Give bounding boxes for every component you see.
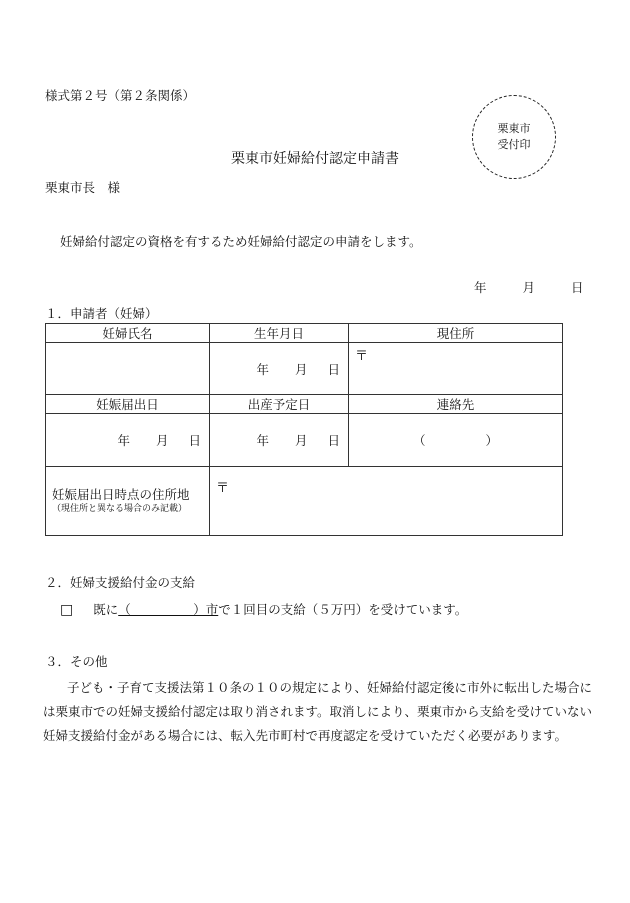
birthdate-field[interactable]: [210, 343, 349, 395]
due-day-label: 日: [327, 433, 340, 448]
stamp-line-2: 受付印: [497, 138, 531, 151]
section2-heading: ２．妊婦支援給付金の支給: [45, 575, 196, 590]
date-month-label: 月: [522, 280, 535, 295]
postal-mark: 〒: [355, 349, 369, 364]
stamp-line-1: 栗東市: [497, 122, 531, 135]
pregnancy-notice-date-field[interactable]: [46, 414, 210, 467]
prior-payment-text-before: 既に: [93, 602, 119, 617]
due-month-label: 月: [294, 433, 308, 448]
address-at-notice-field[interactable]: [210, 467, 563, 536]
address-at-notice-label: 妊娠届出日時点の住所地: [52, 487, 190, 502]
birth-day-label: 日: [327, 361, 340, 377]
notice-month-label: 月: [155, 433, 169, 448]
header-due-date: 出産予定日: [210, 395, 349, 414]
date-day-label: 日: [570, 280, 584, 295]
prior-payment-city-blank[interactable]: （ ）市: [118, 602, 219, 617]
notice-year-label: 年: [117, 433, 130, 448]
header-birthdate: 生年月日: [210, 324, 349, 343]
prior-payment-checkbox[interactable]: □: [60, 602, 74, 618]
date-year-label: 年: [474, 280, 487, 295]
birth-year-label: 年: [256, 361, 269, 377]
prior-payment-text-after: で１回目の支給（５万円）を受けています。: [218, 602, 468, 617]
document-title: 栗東市妊婦給付認定申請書: [231, 151, 399, 167]
prior-payment-row: [60, 600, 467, 618]
section3-body: 子ども・子育て支援法第１０条の１０の規定により、妊婦給付認定後に市外に転出した場合には栗東市での妊婦支援給付認定は取り消されます。取消しにより、栗東市から支給を受けていない妊婦支援給付金がある場合には、転入先市町村で再度認定を受けていただく必要があります。: [43, 680, 593, 743]
postal-mark-2: 〒: [216, 481, 230, 496]
address-at-notice-label-cell: [46, 467, 210, 536]
phone-close-paren: ）: [485, 433, 498, 448]
section1-heading: １．申請者（妊婦）: [45, 306, 158, 321]
applicant-table: [45, 323, 563, 536]
due-year-label: 年: [256, 433, 269, 448]
header-contact: 連絡先: [349, 395, 563, 414]
phone-open-paren: （: [413, 433, 426, 448]
section3-heading: ３．その他: [45, 654, 108, 669]
due-date-field[interactable]: [210, 414, 349, 467]
birth-month-label: 月: [294, 361, 308, 377]
form-number: 様式第２号（第２条関係）: [45, 88, 196, 103]
intro-text: 妊婦給付認定の資格を有するため妊婦給付認定の申請をします。: [60, 234, 422, 249]
contact-field[interactable]: [349, 414, 563, 467]
header-current-address: 現住所: [349, 324, 563, 343]
header-name: 妊婦氏名: [46, 324, 210, 343]
application-date[interactable]: [474, 278, 583, 296]
addressee: 栗東市長 様: [45, 180, 121, 195]
name-field[interactable]: [46, 343, 210, 395]
address-at-notice-note: （現住所と異なる場合のみ記載）: [52, 504, 188, 514]
current-address-field[interactable]: [349, 343, 563, 395]
notice-day-label: 日: [188, 433, 201, 448]
header-pregnancy-notice-date: 妊娠届出日: [46, 395, 210, 414]
